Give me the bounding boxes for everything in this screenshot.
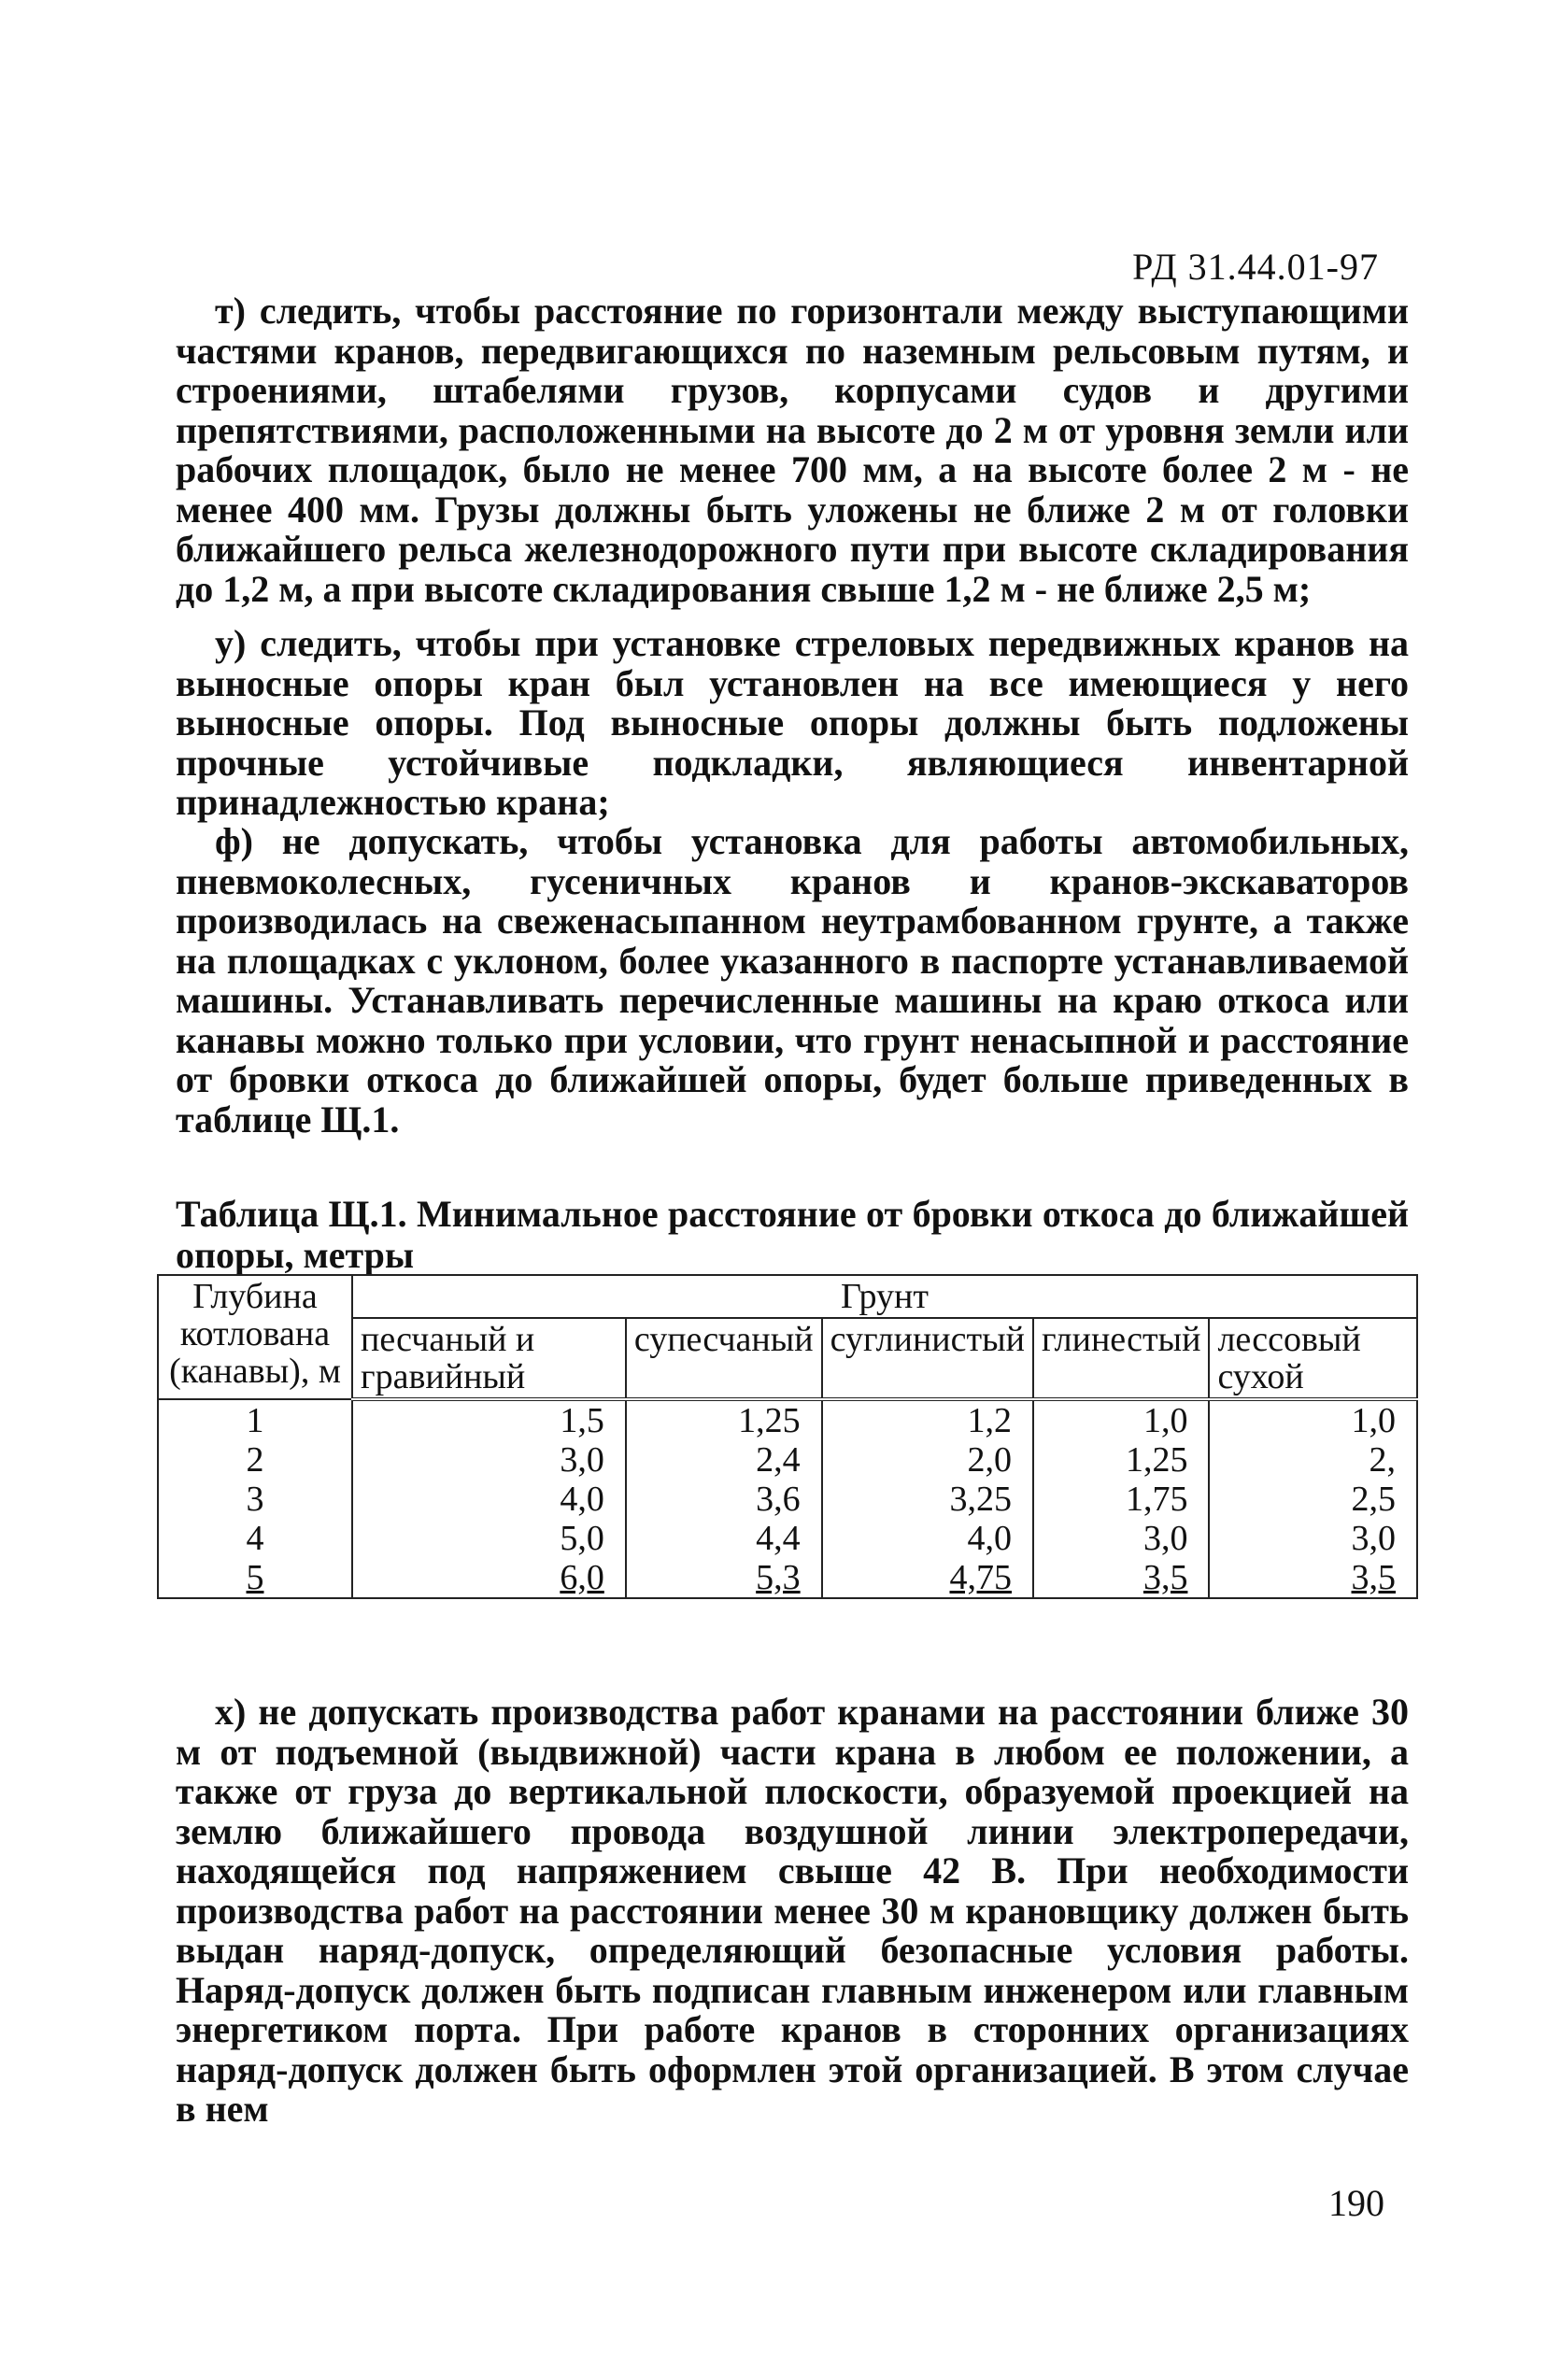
table-cell: 3,6	[626, 1480, 822, 1519]
paragraph-x	[176, 1693, 1409, 2130]
table-cell: 2,5	[1209, 1480, 1417, 1519]
table-cell: 3,5	[1209, 1558, 1417, 1598]
depth-cell: 4	[158, 1519, 352, 1558]
depth-cell: 3	[158, 1480, 352, 1519]
table-cell: 1,25	[1033, 1440, 1209, 1480]
table-cell: 5,3	[626, 1558, 822, 1598]
table-cell: 6,0	[352, 1558, 626, 1598]
table-cell: 3,0	[1209, 1519, 1417, 1558]
table-cell: 3,25	[822, 1480, 1033, 1519]
depth-cell: 5	[158, 1558, 352, 1598]
column-header: супесчаный	[626, 1318, 822, 1399]
table-row	[158, 1440, 1417, 1480]
column-header: лессовый сухой	[1209, 1318, 1417, 1399]
paragraph-t	[176, 291, 1409, 609]
table-cell: 3,0	[352, 1440, 626, 1480]
table-cell: 1,5	[352, 1399, 626, 1440]
table-cell: 3,5	[1033, 1558, 1209, 1598]
paragraph-f-text: ф) не допускать, чтобы установка для работы автомобильных, пневмоколесных, гусеничных кранов и кранов-экскаваторов производилась на свеженасыпанном неутрамбованном грунте, а также на площадках с уклоном, более указанного в паспорте устанавливаемой машины. Устанавливать перечисленные машины на краю откоса или канавы можно только при условии, что грунт ненасыпной и расстояние от бровки откоса до ближайшей опоры, будет больше приведенных в таблице Щ.1.	[176, 820, 1409, 1140]
table-row	[158, 1558, 1417, 1598]
table-cell: 2,4	[626, 1440, 822, 1480]
table-container	[157, 1274, 1418, 1599]
table-cell: 1,75	[1033, 1480, 1209, 1519]
table-cell: 5,0	[352, 1519, 626, 1558]
table-cell: 4,75	[822, 1558, 1033, 1598]
table-row	[158, 1480, 1417, 1519]
distance-table	[157, 1274, 1418, 1599]
depth-cell: 1	[158, 1399, 352, 1440]
table-cell: 4,0	[352, 1480, 626, 1519]
depth-header: Глубина котлована (канавы), м	[158, 1275, 352, 1399]
page-number: 190	[1328, 2182, 1384, 2224]
table-cell: 2,0	[822, 1440, 1033, 1480]
table-cell: 1,0	[1033, 1399, 1209, 1440]
table-cell: 4,4	[626, 1519, 822, 1558]
table-cell: 3,0	[1033, 1519, 1209, 1558]
table-cell: 4,0	[822, 1519, 1033, 1558]
table-caption: Таблица Щ.1. Минимальное расстояние от бровки откоса до ближайшей опоры, метры	[176, 1193, 1409, 1276]
table-cell: 1,2	[822, 1399, 1033, 1440]
table-header-row	[158, 1275, 1417, 1318]
table-cell: 1,0	[1209, 1399, 1417, 1440]
depth-cell: 2	[158, 1440, 352, 1480]
document-code: РД 31.44.01-97	[1132, 246, 1379, 288]
paragraph-u	[176, 624, 1409, 823]
paragraph-u-text: у) следить, чтобы при установке стреловых передвижных кранов на выносные опоры кран был установлен на все имеющиеся у него выносные опоры. Под выносные опоры должны быть подложены прочные устойчивые подкладки, являющиеся инвентарной принадлежностью крана;	[176, 622, 1409, 823]
column-header: суглинистый	[822, 1318, 1033, 1399]
column-header: песчаный и гравийный	[352, 1318, 626, 1399]
table-cell: 1,25	[626, 1399, 822, 1440]
paragraph-f	[176, 822, 1409, 1140]
soil-group-header: Грунт	[352, 1275, 1417, 1318]
table-row	[158, 1519, 1417, 1558]
column-header: глинестый	[1033, 1318, 1209, 1399]
table-cell: 2,	[1209, 1440, 1417, 1480]
paragraph-x-text: х) не допускать производства работ кранами на расстоянии ближе 30 м от подъемной (выдвижной) части крана в любом ее положении, а также от груза до вертикальной плоскости, образуемой проекцией на землю ближайшего провода воздушной линии электропередачи, находящейся под напряжением свыше 42 В. При необходимости производства работ на расстоянии менее 30 м крановщику должен быть выдан наряд-допуск, определяющий безопасные условия работы. Наряд-допуск должен быть подписан главным инженером или главным энергетиком порта. При работе кранов в сторонних организациях наряд-допуск должен быть оформлен этой организацией. В этом случае в нем	[176, 1691, 1409, 2130]
table-row	[158, 1399, 1417, 1440]
paragraph-t-text: т) следить, чтобы расстояние по горизонтали между выступающими частями кранов, передвигающихся по наземным рельсовым путям, и строениями, штабелями грузов, корпусами судов и другими препятствиями, расположенными на высоте до 2 м от уровня земли или рабочих площадок, было не менее 700 мм, а на высоте более 2 м - не менее 400 мм. Грузы должны быть уложены не ближе 2 м от головки ближайшего рельса железнодорожного пути при высоте складирования до 1,2 м, а при высоте складирования свыше 1,2 м - не ближе 2,5 м;	[176, 290, 1409, 610]
